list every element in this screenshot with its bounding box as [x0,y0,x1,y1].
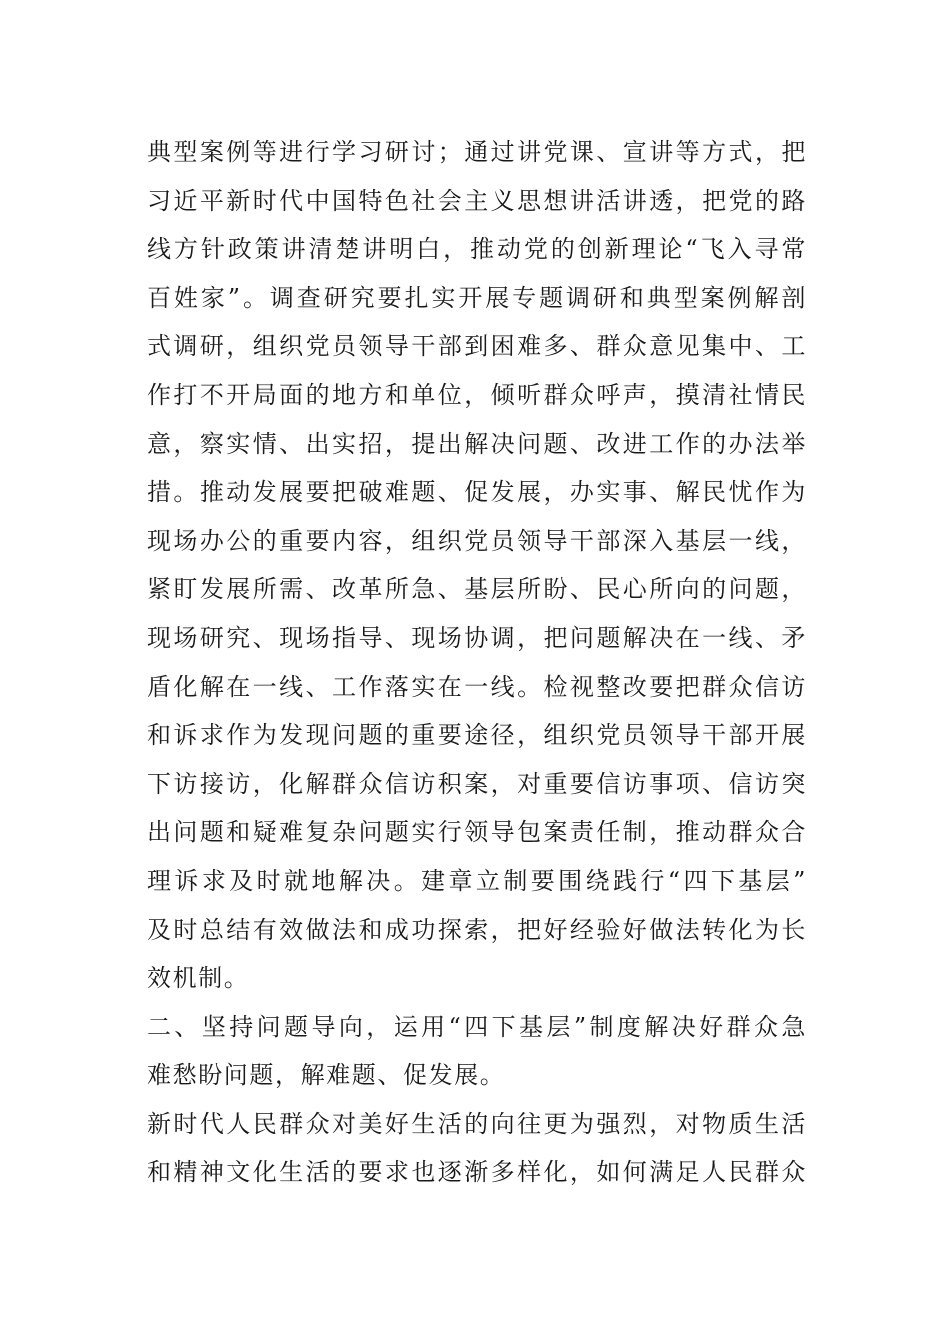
text-line: 习近平新时代中国特色社会主义思想讲活讲透，把党的路 [147,186,807,215]
text-line: 盾化解在一线、工作落实在一线。检视整改要把群众信访 [147,672,807,701]
text-line: 现场办公的重要内容，组织党员领导干部深入基层一线， [147,526,807,555]
body-text [147,128,807,1197]
text-line: 出问题和疑难复杂问题实行领导包案责任制，推动群众合 [147,818,807,847]
text-line: 和诉求作为发现问题的重要途径，组织党员领导干部开展 [147,721,807,750]
text-line: 现场研究、现场指导、现场协调，把问题解决在一线、矛 [147,623,807,652]
text-line: 及时总结有效做法和成功探索，把好经验好做法转化为长 [147,915,807,944]
text-line: 下访接访，化解群众信访积案，对重要信访事项、信访突 [147,769,807,798]
text-line: 理诉求及时就地解决。建章立制要围绕践行“四下基层” [147,866,807,895]
text-line: 新时代人民群众对美好生活的向往更为强烈，对物质生活 [147,1109,807,1138]
text-line: 式调研，组织党员领导干部到困难多、群众意见集中、工 [147,332,807,361]
text-line: 紧盯发展所需、改革所急、基层所盼、民心所向的问题， [147,575,807,604]
text-line: 和精神文化生活的要求也逐渐多样化，如何满足人民群众 [147,1158,807,1187]
text-line: 典型案例等进行学习研讨；通过讲党课、宣讲等方式，把 [147,138,807,166]
text-line: 难愁盼问题，解难题、促发展。 [147,1061,506,1090]
text-line: 二、坚持问题导向，运用“四下基层”制度解决好群众急 [147,1012,807,1041]
text-line: 线方针政策讲清楚讲明白，推动党的创新理论“飞入寻常 [147,235,807,264]
text-line: 意，察实情、出实招，提出解决问题、改进工作的办法举 [147,429,807,458]
text-line: 作打不开局面的地方和单位，倾听群众呼声，摸清社情民 [147,380,807,409]
text-line: 百姓家”。调查研究要扎实开展专题调研和典型案例解剖 [147,283,807,312]
text-line: 措。推动发展要把破难题、促发展，办实事、解民忧作为 [147,478,807,507]
text-line: 效机制。 [147,964,250,993]
